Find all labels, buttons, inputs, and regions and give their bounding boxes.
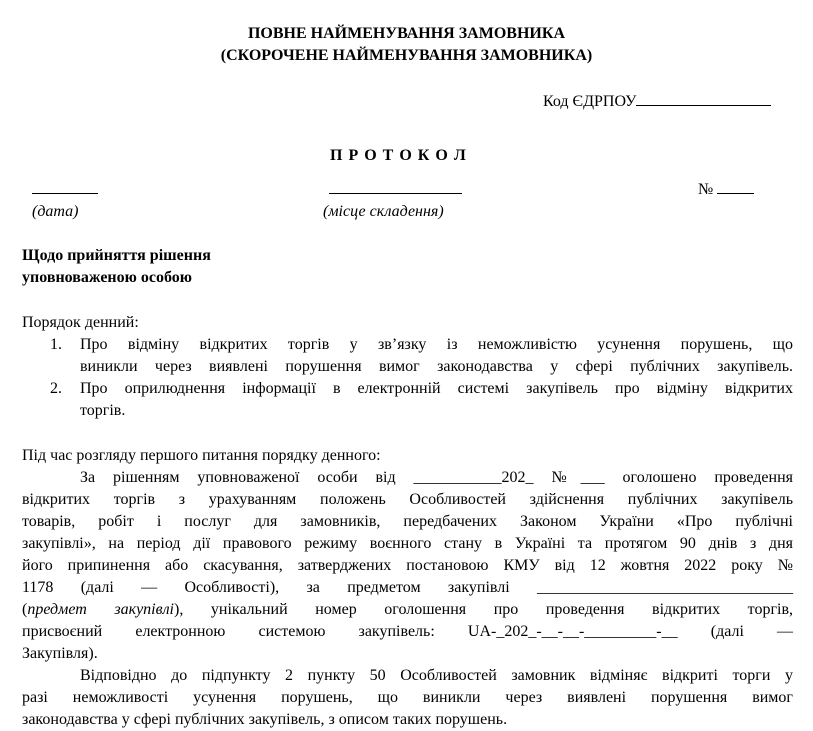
agenda-item-1-line-2: виникли через виявлені порушення вимог законодавства у сфері публічних закупівель. bbox=[80, 358, 793, 375]
paragraph-2-line-2: разі неможливості усунення порушень, що виникли через виявлені порушення вимог bbox=[22, 689, 793, 706]
edrpou-field bbox=[543, 90, 771, 113]
agenda-item-2-line-2: торгів. bbox=[80, 402, 126, 419]
place-blank bbox=[329, 178, 462, 201]
protocol-heading: П Р О Т О К О Л bbox=[330, 147, 467, 164]
paragraph-1-line-8: присвоєний електронною системою закупівель: UA-_202_-__-__-_________-__ (далі — bbox=[22, 623, 793, 640]
agenda-item-2-number: 2. bbox=[50, 380, 62, 397]
paragraph-1-line-5: його припинення або скасування, затверджених постановою КМУ від 12 жовтня 2022 року № bbox=[22, 557, 793, 574]
paragraph-1-line-4: закупівлі», на період дії правового режиму воєнного стану в Україні та протягом 90 днів з дня bbox=[22, 535, 793, 552]
date-caption: (дата) bbox=[32, 203, 79, 220]
subject-line-1: Щодо прийняття рішення bbox=[22, 247, 211, 264]
paragraph-2-line-1: Відповідно до підпункту 2 пункту 50 Особливостей замовник відміняє відкриті торги у bbox=[80, 667, 793, 684]
paragraph-2-line-3: законодавства у сфері публічних закупівель, з описом таких порушень. bbox=[22, 711, 508, 728]
place-caption: (місце складення) bbox=[323, 203, 444, 220]
number-blank bbox=[717, 178, 754, 194]
paragraph-1-line-6: 1178 (далі — Особливості), за предметом закупівлі ________________________________ bbox=[22, 579, 793, 596]
edrpou-blank bbox=[636, 90, 771, 106]
paragraph-1-line-3: товарів, робіт і послуг для замовників, передбачених Законом України «Про публічні bbox=[22, 513, 793, 530]
paragraph-1-line-7: (предмет закупівлі), унікальний номер оголошення про проведення відкритих торгів, bbox=[22, 601, 794, 618]
paragraph-1-line-2: відкритих торгів з урахуванням положень Особливостей здійснення публічних закупівель bbox=[22, 491, 793, 508]
edrpou-label: Код ЄДРПОУ bbox=[543, 93, 637, 110]
agenda-item-2-line-1: Про оприлюднення інформації в електронній системі закупівель про відміну відкритих bbox=[80, 380, 793, 397]
customer-full-name: ПОВНЕ НАЙМЕНУВАННЯ ЗАМОВНИКА bbox=[247, 25, 565, 42]
paragraph-1-line-9: Закупівля). bbox=[22, 645, 98, 662]
subject-line-2: уповноваженою особою bbox=[22, 269, 192, 286]
body-intro: Під час розгляду першого питання порядку денного: bbox=[22, 447, 381, 464]
paragraph-1-line-1: За рішенням уповноваженої особи від ___________202_ №___ оголошено проведення bbox=[80, 469, 793, 486]
protocol-number bbox=[698, 178, 754, 201]
agenda-item-1-number: 1. bbox=[50, 336, 62, 353]
number-label: № bbox=[698, 181, 714, 198]
agenda-item-1-line-1: Про відміну відкритих торгів у зв’язку із неможливістю усунення порушень, що bbox=[80, 336, 793, 353]
agenda-label: Порядок денний: bbox=[22, 314, 139, 331]
customer-short-name: (СКОРОЧЕНЕ НАЙМЕНУВАННЯ ЗАМОВНИКА) bbox=[220, 47, 593, 64]
date-blank bbox=[32, 178, 98, 201]
subject-placeholder-italic: предмет закупівлі bbox=[27, 601, 174, 618]
